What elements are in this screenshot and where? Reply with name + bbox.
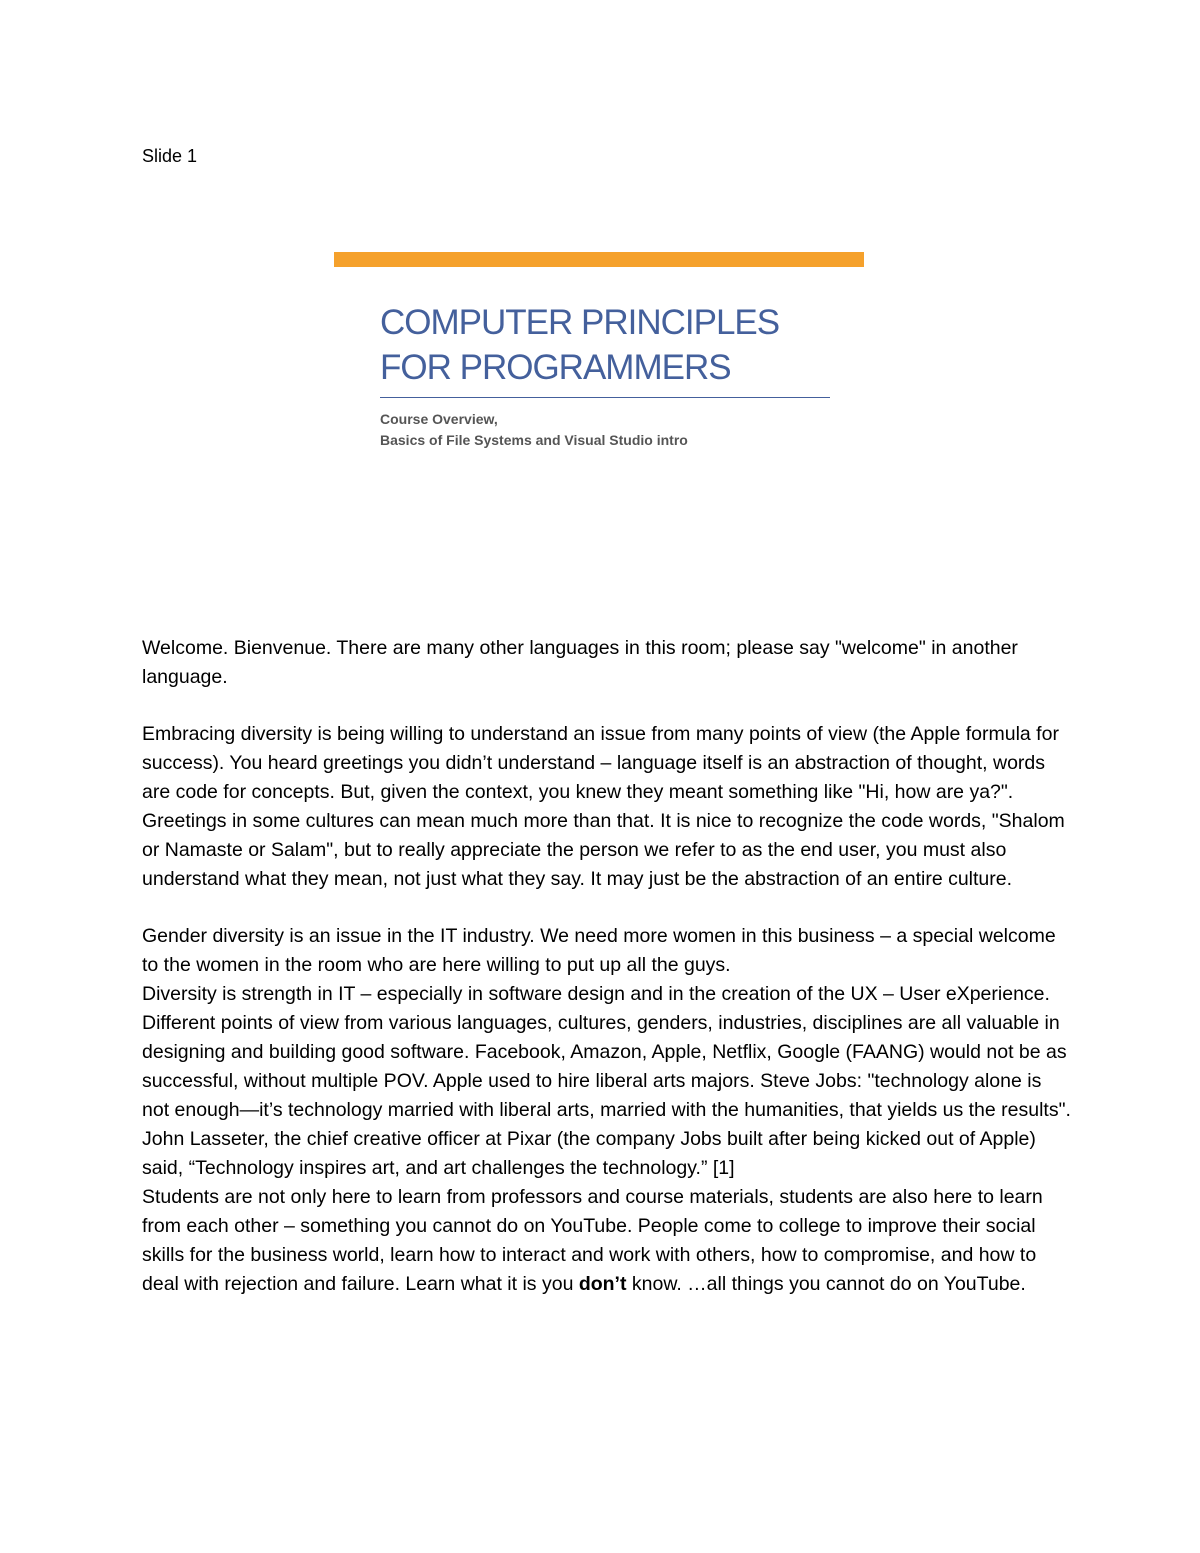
slide-label: Slide 1: [142, 146, 198, 166]
slide-subtitle: [380, 409, 850, 451]
speaker-notes: [142, 634, 1072, 1299]
notes-students-text: Students are not only here to learn from professors and course materials, students are also here to learn from each other – something you cannot do on YouTube. People come to college to improve their social skills for the business world, learn how to interact and work with others, how to compromise, and how to deal with rejection and failure. Learn what it is you: [142, 1186, 1043, 1295]
slide-subtitle-line-2: Basics of File Systems and Visual Studio intro: [380, 432, 688, 448]
notes-paragraph-gender: Gender diversity is an issue in the IT industry. We need more women in this business – a special welcome to the women in the room who are here willing to put up all the guys.: [142, 925, 1056, 976]
notes-paragraph-welcome: Welcome. Bienvenue. There are many other languages in this room; please say "welcome" in another language.: [142, 637, 1018, 688]
notes-paragraph-diversity: Embracing diversity is being willing to understand an issue from many points of view (the Apple formula for success). You heard greetings you didn’t understand – language itself is an abstraction of thought, words are code for concepts. But, given the context, you knew they meant something like "Hi, how are ya?". Greetings in some cultures can mean much more than that. It is nice to recognize the code words, "Shalom or Namaste or Salam", but to really appreciate the person we refer to as the end user, you must also understand what they mean, not just what they say. It may just be the abstraction of an entire culture.: [142, 723, 1065, 890]
notes-paragraph-students: [142, 1183, 1072, 1299]
slide-title: [380, 300, 850, 390]
slide-title-line-1: COMPUTER PRINCIPLES: [380, 303, 780, 342]
slide-thumbnail: [334, 252, 864, 462]
notes-paragraph-strength: Diversity is strength in IT – especially in software design and in the creation of the UX – User eXperience. Different points of view from various languages, cultures, genders, industries, disciplines are all valuable in designing and building good software. Facebook, Amazon, Apple, Netflix, Google (FAANG) would not be as successful, without multiple POV. Apple used to hire liberal arts majors. Steve Jobs: "technology alone is not enough—it’s technology married with liberal arts, married with the humanities, that yields us the results". John Lasseter, the chief creative officer at Pixar (the company Jobs built after being kicked out of Apple) said, “Technology inspires art, and art challenges the technology.” [1]: [142, 983, 1071, 1179]
slide-title-line-2: FOR PROGRAMMERS: [380, 348, 731, 387]
slide-accent-bar: [334, 252, 864, 267]
notes-students-text-end: know. …all things you cannot do on YouTube.: [626, 1273, 1026, 1295]
notes-students-bold: don’t: [578, 1273, 627, 1295]
slide-title-divider: [380, 397, 830, 398]
slide-subtitle-line-1: Course Overview,: [380, 411, 498, 427]
